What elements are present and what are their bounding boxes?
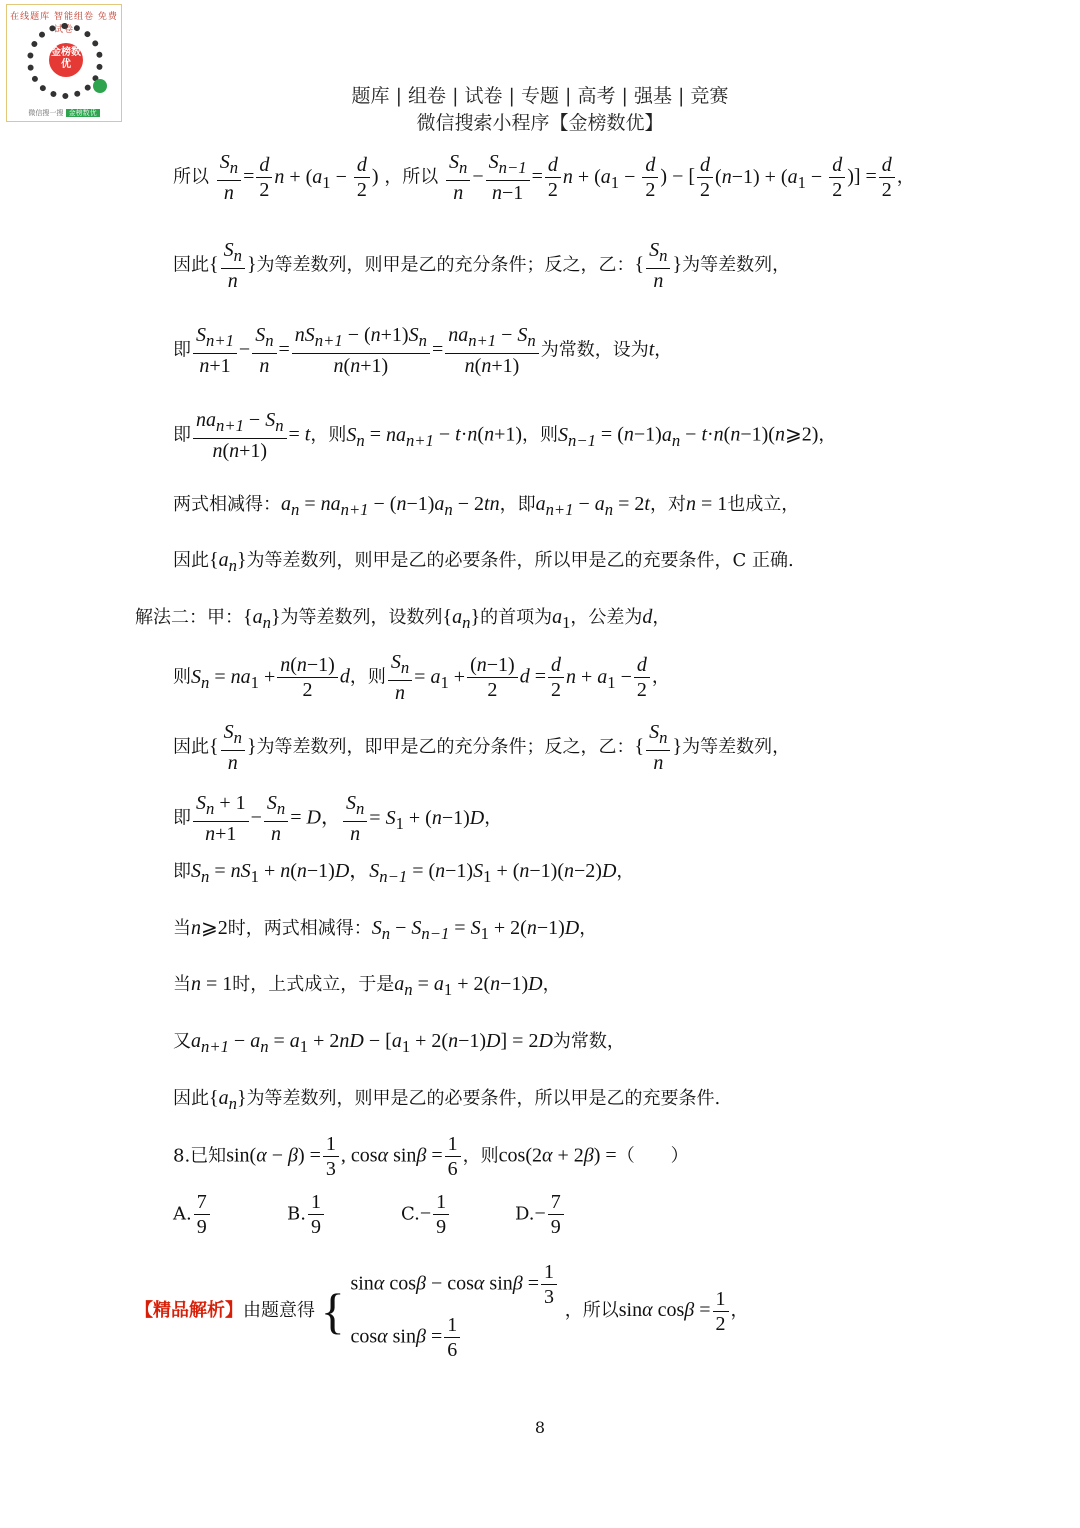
math-line-3: 即 $\frac{S_{n+1}}{n+1}$ − $\frac{S_n}{n}$ = $\frac{nS_{n+1} - (n+1)S_n}{n(n+1)}$ = $\frac{na_{n+1} - S_n}{n(n+1)}$ 为常数，设为t， xyxy=(173,324,673,377)
math-line-9: 因此{ $\frac{S_n}{n}$ }为等差数列，即甲是乙的充分条件；反之，乙：{ $\frac{S_n}{n}$ }为等差数列， xyxy=(173,721,791,774)
option-d[interactable]: D.− $\frac{7}{9}$ xyxy=(515,1190,629,1239)
badge-top-text: 在线题库 智能组卷 免费试卷 xyxy=(10,12,118,35)
answer-options xyxy=(173,1190,629,1239)
page-number: 8 xyxy=(534,1418,546,1437)
math-line-15: 因此$\{a_n\}$为等差数列，则甲是乙的必要条件，所以甲是乙的充要条件. xyxy=(173,1087,721,1113)
option-b[interactable]: B. $\frac{1}{9}$ xyxy=(287,1190,401,1239)
math-line-14: 又$a_{n+1} - a_n = a_1 + 2nD - [a_1 + 2(n-1)D] = 2D$为常数， xyxy=(173,1030,625,1056)
math-line-1: 所以 $\frac{S_n}{n}$ = $\frac{d}{2}$ $n + (a_1$ − $\frac{d}{2}$ ) ，所以 $\frac{S_n}{n}$ − $\frac{S_{n-1}}{n-1}$ = $\frac{d}{2}$ $n + (a_1$ − $\frac{d}{2}$ ) − [ $\frac{d}{2}$ $(n-1) + (a_1$ − $\frac{d}{2}$ )] = $\frac{d}{2}$ ， xyxy=(173,151,915,204)
math-line-11: 即$S_n = nS_1 + n(n-1)D$，$S_{n-1} = (n-1)S_1 + (n-1)(n-2)D$， xyxy=(173,860,635,886)
header-subtitle: 微信搜索小程序【金榜数优】 xyxy=(416,112,664,134)
math-line-2: 因此{ $\frac{S_n}{n}$ }为等差数列，则甲是乙的充分条件；反之，乙：{ $\frac{S_n}{n}$ }为等差数列， xyxy=(173,239,791,292)
solution-line: 【精品解析】由题意得 { sinα cosβ − cosα sinβ = $\frac{1}{3}$ cosα sinβ = $\frac{1}{6}$ ，所以sinα cosβ = $\frac{1}{2}$ ， xyxy=(135,1261,749,1361)
math-line-13: 当n = 1时，上式成立，于是$a_n = a_1 + 2(n-1)D$， xyxy=(173,973,561,999)
math-line-5: 两式相减得：$a_n = na_{n+1} - (n-1)a_n - 2tn$，即$a_{n+1} - a_n = 2t$，对n = 1也成立， xyxy=(173,493,800,519)
math-line-4: 即 $\frac{na_{n+1} - S_n}{n(n+1)}$ = t，则$S_n = na_{n+1} - t\cdot n(n+1)$，则$S_{n-1} = (n-1)a_n$ − t·n(n−1)(n⩾2)， xyxy=(173,409,837,462)
badge-logo: 金榜数优 xyxy=(49,43,83,77)
badge-bottom-text: 微信搜一搜 xyxy=(28,109,64,117)
math-line-8: 则$S_n = na_1$ + $\frac{n(n-1)}{2}$ d，则 $\frac{S_n}{n}$ = $a_1$ + $\frac{(n-1)}{2}$ d = $\frac{d}{2}$ $n + a_1$ − $\frac{d}{2}$ ， xyxy=(173,651,670,704)
option-c[interactable]: C.− $\frac{1}{9}$ xyxy=(401,1190,515,1239)
badge-search-button[interactable]: 金榜数优 xyxy=(66,109,100,117)
option-a[interactable]: A. $\frac{7}{9}$ xyxy=(173,1190,287,1239)
question-8: 8.已知sin(α − β) = $\frac{1}{3}$ , cosα sinβ = $\frac{1}{6}$ ，则cos(2α + 2β) =（ ） xyxy=(173,1133,689,1180)
math-line-12: 当n⩾2时，两式相减得：$S_n - S_{n-1} = S_1 + 2(n-1)D$， xyxy=(173,917,598,943)
method-two-heading: 解法二：甲：$\{a_n\}$为等差数列，设数列$\{a_n\}$的首项为$a_1$，公差为d， xyxy=(135,606,671,632)
math-line-10: 即 $\frac{S_n + 1}{n+1}$ − $\frac{S_n}{n}$ = D， $\frac{S_n}{n}$ = $S_1 + (n-1)D$， xyxy=(173,792,503,845)
math-line-6: 因此$\{a_n\}$为等差数列，则甲是乙的必要条件，所以甲是乙的充要条件，C 正确. xyxy=(173,549,794,575)
header-nav[interactable]: 题库 | 组卷 | 试卷 | 专题 | 高考 | 强基 | 竞赛 xyxy=(351,85,729,107)
